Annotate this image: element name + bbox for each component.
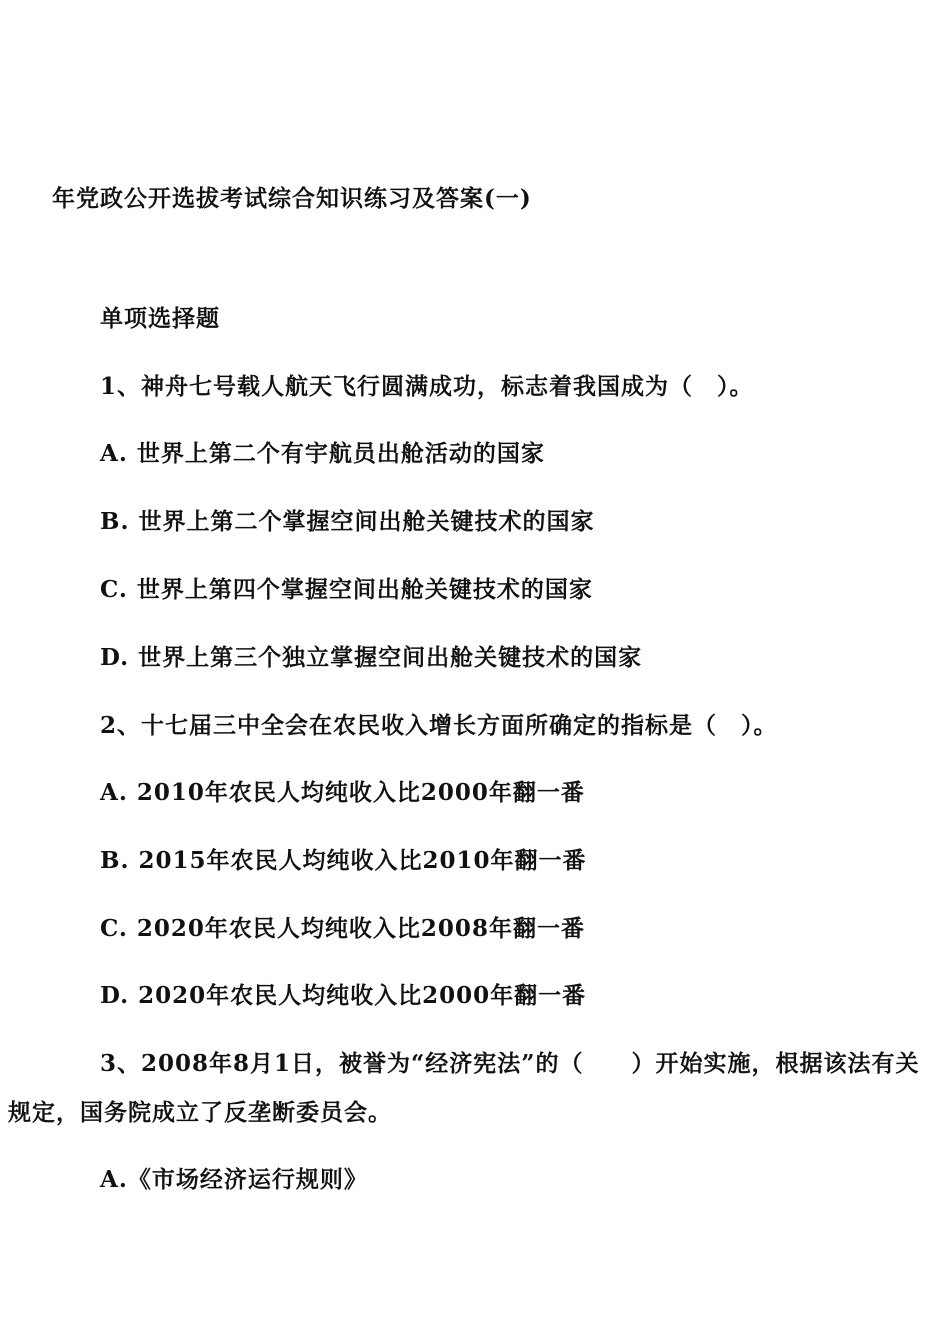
question-2-option-b: B. 2015年农民人均纯收入比2010年翻一番 (100, 847, 587, 874)
question-2-option-c: C. 2020年农民人均纯收入比2008年翻一番 (100, 915, 585, 942)
question-3-stem-line-1: 3、2008年8月1日，被誉为“经济宪法”的（ ）开始实施，根据该法有关 (100, 1050, 920, 1077)
question-3-stem-line-2: 规定，国务院成立了反垄断委员会。 (8, 1099, 392, 1126)
question-1-stem: 1、神舟七号载人航天飞行圆满成功，标志着我国成为（ ）。 (100, 373, 754, 400)
question-1-option-c: C. 世界上第四个掌握空间出舱关键技术的国家 (100, 576, 593, 603)
document-title: 年党政公开选拔考试综合知识练习及答案(一) (52, 185, 532, 212)
question-1-option-d: D. 世界上第三个独立掌握空间出舱关键技术的国家 (100, 644, 643, 671)
question-2-option-a: A. 2010年农民人均纯收入比2000年翻一番 (100, 779, 585, 806)
question-1-option-b: B. 世界上第二个掌握空间出舱关键技术的国家 (100, 508, 595, 535)
section-heading: 单项选择题 (100, 305, 220, 332)
question-1-option-a: A. 世界上第二个有宇航员出舱活动的国家 (100, 440, 545, 467)
question-3-option-a: A.《市场经济运行规则》 (100, 1166, 368, 1193)
question-2-stem: 2、十七届三中全会在农民收入增长方面所确定的指标是（ ）。 (100, 712, 778, 739)
question-2-option-d: D. 2020年农民人均纯收入比2000年翻一番 (100, 982, 587, 1009)
